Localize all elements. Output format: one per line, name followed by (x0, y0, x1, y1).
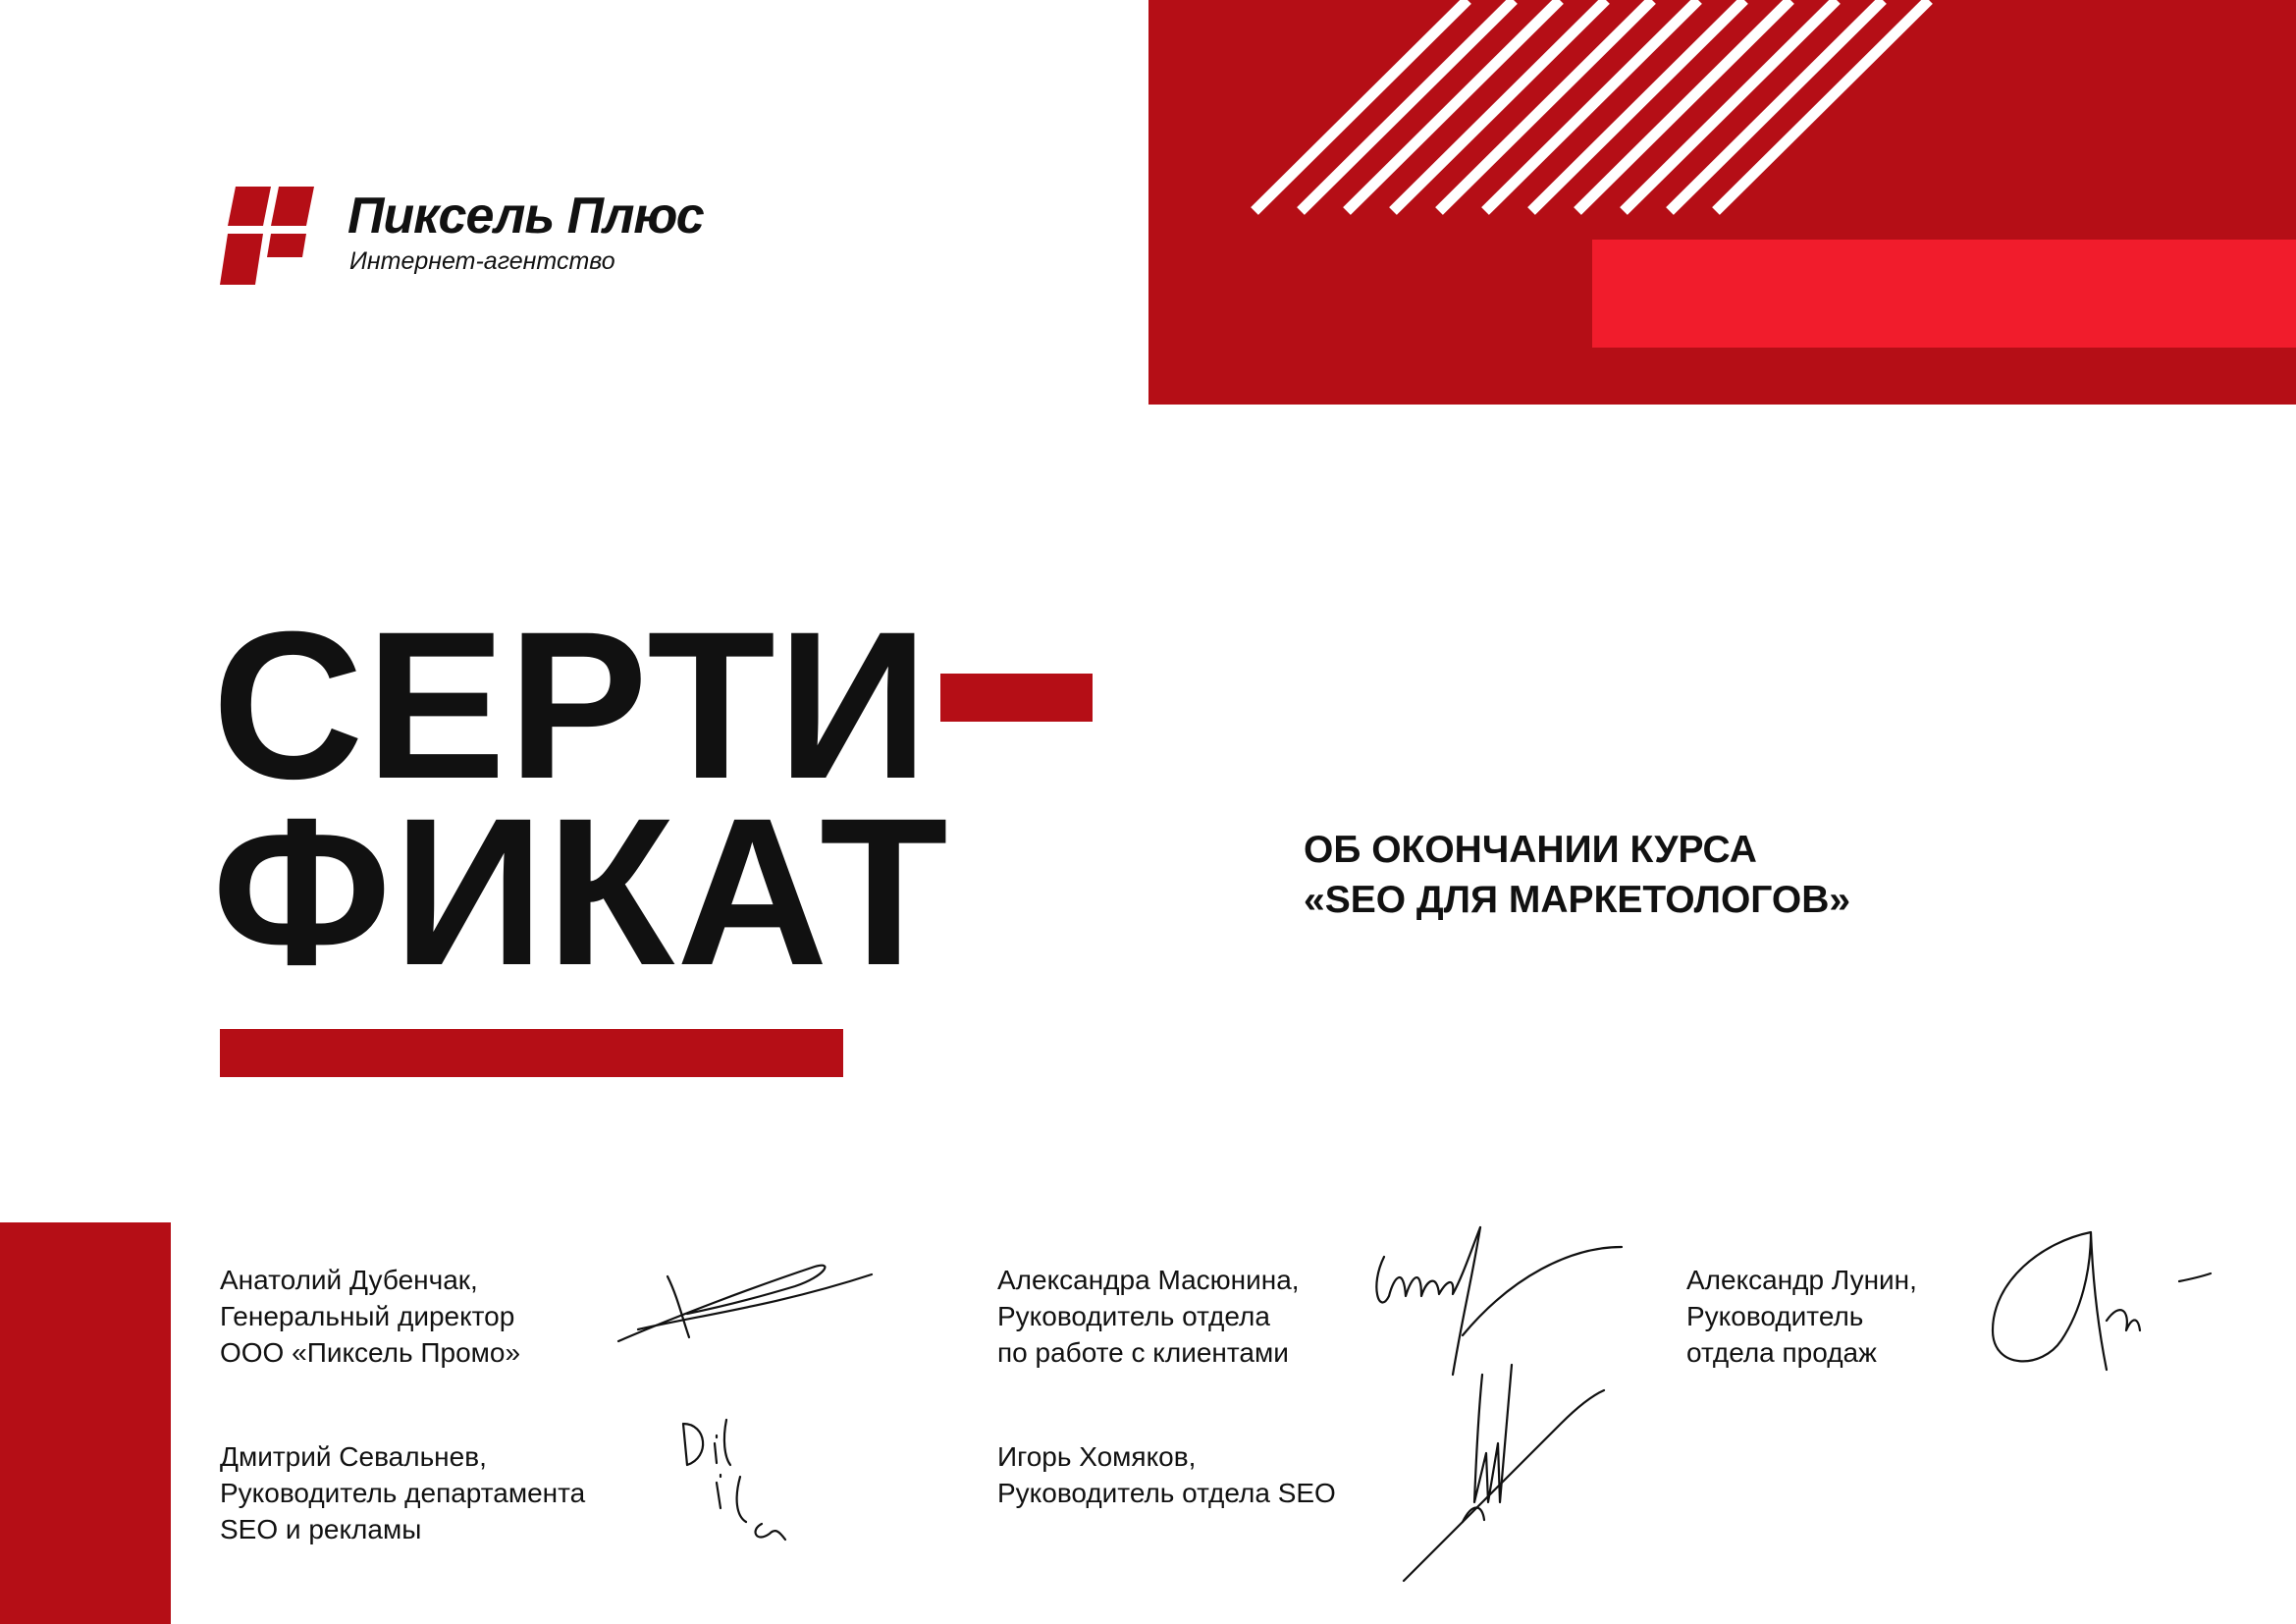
course-line2: «SEO ДЛЯ МАРКЕТОЛОГОВ» (1304, 879, 1851, 921)
top-decoration-block (1148, 0, 2296, 405)
signatory-lunin (1686, 1262, 1917, 1371)
signatory-dubenchak (220, 1262, 520, 1371)
signatory-role: Руководитель отдела SEO (997, 1478, 1336, 1508)
signatory-role: Руководитель департамента (220, 1478, 586, 1508)
signatory-role: по работе с клиентами (997, 1337, 1289, 1368)
bright-red-bar (1592, 240, 2296, 348)
signatory-role: Руководитель отдела (997, 1301, 1270, 1331)
signatory-khomyakov (997, 1438, 1336, 1511)
certificate-title-line1: СЕРТИ (212, 588, 931, 823)
signatory-role: отдела продаж (1686, 1337, 1877, 1368)
signatory-role: Генеральный директор (220, 1301, 515, 1331)
signature-dubenchak (609, 1247, 883, 1355)
left-red-bar (0, 1222, 171, 1624)
signatory-name: Александра Масюнина, (997, 1265, 1300, 1295)
signatory-name: Александр Лунин, (1686, 1265, 1917, 1295)
course-description (1304, 825, 1850, 925)
certificate-title-line2: ФИКАТ (212, 775, 950, 1009)
signatory-role: ООО «Пиксель Промо» (220, 1337, 521, 1368)
title-underline-bar (220, 1029, 843, 1077)
signature-khomyakov (1394, 1355, 1610, 1591)
title-hyphen-bar (940, 674, 1093, 722)
course-line1: ОБ ОКОНЧАНИИ КУРСА (1304, 829, 1757, 871)
signatory-name: Анатолий Дубенчак, (220, 1265, 478, 1295)
signatory-name: Игорь Хомяков, (997, 1441, 1197, 1472)
signatory-role: SEO и рекламы (220, 1514, 422, 1544)
signatory-sevalnev (220, 1438, 585, 1547)
brand-tagline: Интернет-агентство (349, 247, 615, 275)
pixel-plus-logo-icon (220, 183, 318, 289)
signatory-name: Дмитрий Севальнев, (220, 1441, 487, 1472)
signature-lunin (1983, 1222, 2228, 1380)
signatory-masyunina (997, 1262, 1300, 1371)
brand-name: Пиксель Плюс (347, 188, 704, 244)
signature-sevalnev (677, 1414, 815, 1551)
signatory-role: Руководитель (1686, 1301, 1864, 1331)
